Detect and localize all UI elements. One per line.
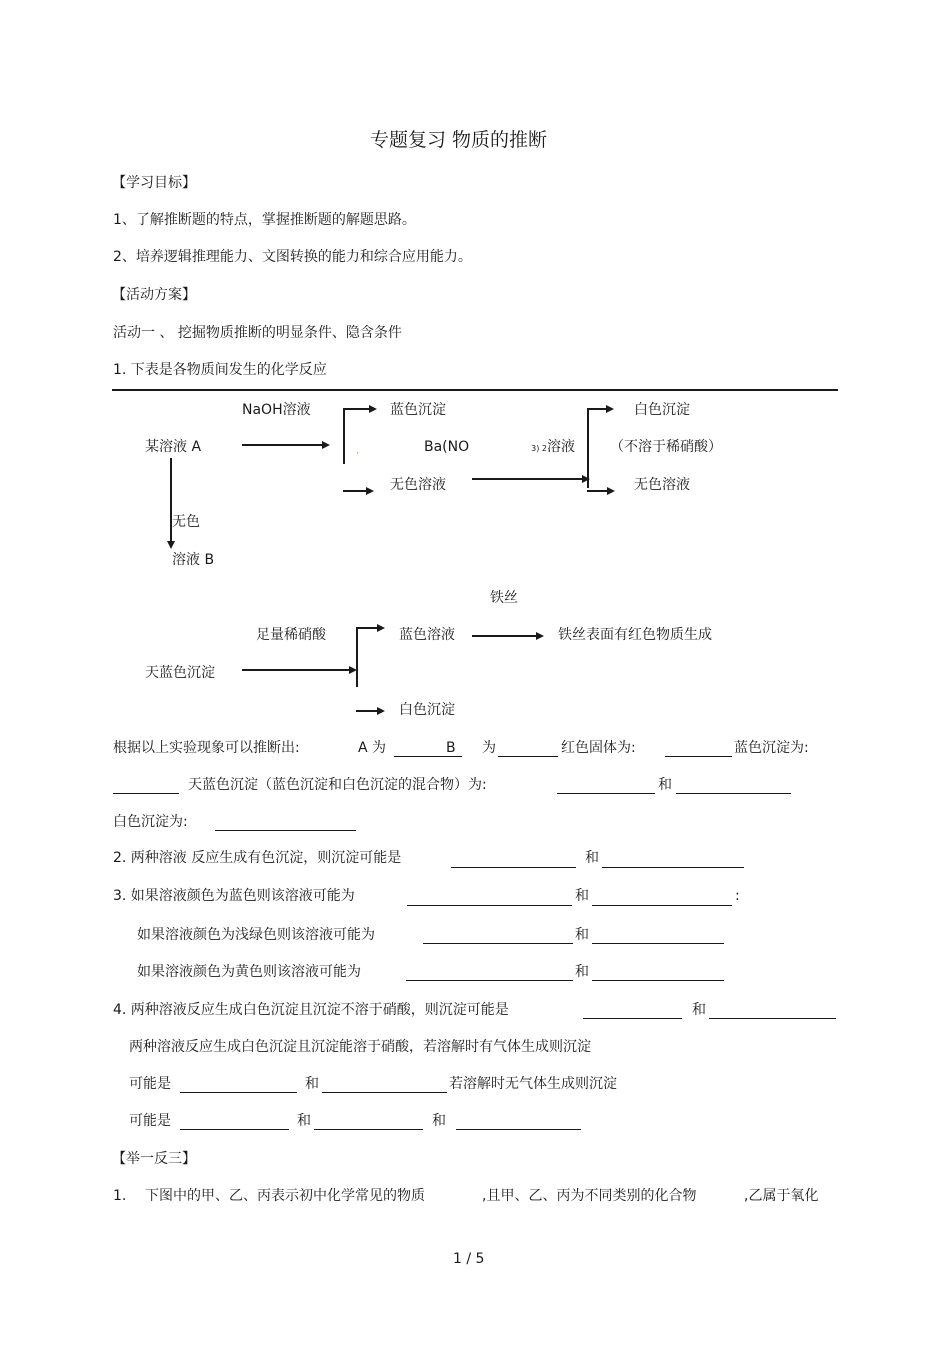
arrow-to-blue-ppt xyxy=(343,408,370,410)
arrow-to-colorless-2 xyxy=(587,490,608,492)
label-insoluble-in-nitric: （不溶于稀硝酸） xyxy=(610,439,722,455)
branch-vertical-3 xyxy=(356,627,358,687)
blank-q4-7[interactable] xyxy=(456,1129,581,1130)
arrow-to-blue-solution xyxy=(356,627,378,629)
blank-q4-6[interactable] xyxy=(314,1129,423,1130)
arrow-a-to-branch xyxy=(242,444,322,446)
label-sky-blue-mixture: 天蓝色沉淀（蓝色沉淀和白色沉淀的混合物）为: xyxy=(188,777,487,793)
label-q3-yellow-and: 和 xyxy=(575,964,589,980)
blank-q3-green-1[interactable] xyxy=(423,943,573,944)
section-heading-plan: 【活动方案】 xyxy=(112,287,196,303)
arrowhead xyxy=(607,487,615,495)
activity-1-heading: 活动一 、 挖掘物质推断的明显条件、隐含条件 xyxy=(113,325,402,341)
practice-1-part-a: 下图中的甲、乙、丙表示初中化学常见的物质 xyxy=(145,1188,425,1204)
question-3-blue: 3. 如果溶液颜色为蓝色则该溶液可能为 xyxy=(113,888,355,904)
arrowhead xyxy=(366,487,374,495)
blank-q4-5[interactable] xyxy=(180,1129,289,1130)
arrow-blue-to-iron xyxy=(472,635,536,637)
label-q2-and: 和 xyxy=(585,850,599,866)
label-blue-solution: 蓝色溶液 xyxy=(399,627,455,643)
label-naoh-solution: NaOH溶液 xyxy=(242,402,311,418)
label-colorless-solution-2: 无色溶液 xyxy=(634,477,690,493)
label-colorless: 无色 xyxy=(172,514,200,530)
goal-item-2: 2、培养逻辑推理能力、文图转换的能力和综合应用能力。 xyxy=(113,249,472,265)
label-dilute-nitric-acid: 足量稀硝酸 xyxy=(256,627,326,643)
blank-q2-2[interactable] xyxy=(602,867,744,868)
label-q4-maybe-2: 可能是 xyxy=(129,1113,171,1129)
question-3-green: 如果溶液颜色为浅绿色则该溶液可能为 xyxy=(137,927,375,943)
blank-b-left xyxy=(446,756,462,757)
blank-q3-yellow-2[interactable] xyxy=(592,980,724,981)
label-blue-precipitate: 蓝色沉淀 xyxy=(390,402,446,418)
arrow-to-white-ppt-2 xyxy=(356,710,378,712)
blank-q3-yellow-1[interactable] xyxy=(406,980,573,981)
blank-mixture-2[interactable] xyxy=(676,793,791,794)
arrow-colorless-to-branch xyxy=(472,478,582,480)
arrowhead xyxy=(377,707,385,715)
blank-white-ppt[interactable] xyxy=(215,830,356,831)
label-q4-and-1: 和 xyxy=(692,1002,706,1018)
section-heading-goals: 【学习目标】 xyxy=(112,175,196,191)
practice-1-number: 1. xyxy=(113,1188,127,1204)
blank-a[interactable] xyxy=(394,756,446,757)
page-title: 专题复习 物质的推断 xyxy=(370,129,548,151)
label-red-solid: 红色固体为: xyxy=(561,740,636,756)
blank-q2-1[interactable] xyxy=(451,867,576,868)
label-q4-no-gas: 若溶解时无气体生成则沉淀 xyxy=(449,1076,617,1092)
label-q3-colon: : xyxy=(735,888,740,904)
label-q3-green-and: 和 xyxy=(575,927,589,943)
label-q3-blue-and: 和 xyxy=(575,888,589,904)
label-white-ppt-is: 白色沉淀为: xyxy=(113,814,188,830)
label-ba-nitrate: Ba(NO 3) 2溶液 xyxy=(424,439,575,455)
label-iron-red-coating: 铁丝表面有红色物质生成 xyxy=(558,627,712,643)
arrowhead xyxy=(377,624,385,632)
label-b: B xyxy=(446,740,456,756)
label-solution-a: 某溶液 A xyxy=(145,439,202,455)
label-iron-wire: 铁丝 xyxy=(490,590,518,606)
blank-q4-1[interactable] xyxy=(583,1018,682,1019)
question-4-line-1: 4. 两种溶液反应生成白色沉淀且沉淀不溶于硝酸，则沉淀可能是 xyxy=(113,1002,509,1018)
label-white-precipitate: 白色沉淀 xyxy=(634,402,690,418)
branch-vertical-1 xyxy=(343,408,345,464)
question-3-yellow: 如果溶液颜色为黄色则该溶液可能为 xyxy=(137,964,361,980)
practice-1-part-c: ,乙属于氧化 xyxy=(744,1188,819,1204)
label-q4-and-3: 和 xyxy=(297,1113,311,1129)
label-q4-and-2: 和 xyxy=(305,1076,319,1092)
arrowhead xyxy=(606,405,614,413)
label-q4-maybe-1: 可能是 xyxy=(129,1076,171,1092)
arrowhead xyxy=(582,475,590,483)
question-1-intro: 1. 下表是各物质间发生的化学反应 xyxy=(113,362,327,378)
arrowhead xyxy=(349,666,357,674)
section-heading-practice: 【举一反三】 xyxy=(112,1151,196,1167)
inference-lead: 根据以上实验现象可以推断出: xyxy=(113,740,300,756)
blank-q3-blue-1[interactable] xyxy=(407,905,572,906)
divider-line xyxy=(112,389,838,391)
blank-red-solid[interactable] xyxy=(665,756,732,757)
arrow-sky-blue-to-branch xyxy=(242,669,349,671)
question-2: 2. 两种溶液 反应生成有色沉淀，则沉淀可能是 xyxy=(113,850,402,866)
blank-q3-green-2[interactable] xyxy=(592,943,724,944)
blank-mixture-1[interactable] xyxy=(557,793,655,794)
label-colorless-solution-1: 无色溶液 xyxy=(390,477,446,493)
label-sky-blue-precipitate: 天蓝色沉淀 xyxy=(145,665,215,681)
blank-q3-blue-2[interactable] xyxy=(592,905,732,906)
label-a-is: A 为 xyxy=(358,740,387,756)
arrowhead-down xyxy=(167,541,175,549)
blank-q4-4[interactable] xyxy=(322,1092,447,1093)
blank-blue-ppt[interactable] xyxy=(113,793,179,794)
goal-item-1: 1、了解推断题的特点，掌握推断题的解题思路。 xyxy=(113,212,416,228)
arrowhead xyxy=(536,632,544,640)
blank-q4-3[interactable] xyxy=(180,1092,297,1093)
blank-b[interactable] xyxy=(498,756,558,757)
blank-q4-2[interactable] xyxy=(709,1018,836,1019)
practice-1-part-b: ,且甲、乙、丙为不同类别的化合物 xyxy=(482,1188,697,1204)
label-b-is: 为 xyxy=(482,740,496,756)
question-4-line-2: 两种溶液反应生成白色沉淀且沉淀能溶于硝酸，若溶解时有气体生成则沉淀 xyxy=(129,1039,591,1055)
arrowhead xyxy=(369,405,377,413)
label-white-precipitate-2: 白色沉淀 xyxy=(399,702,455,718)
label-q4-and-4: 和 xyxy=(432,1113,446,1129)
label-blue-ppt-is: 蓝色沉淀为: xyxy=(734,740,809,756)
label-and: 和 xyxy=(658,777,672,793)
arrow-to-white-ppt xyxy=(587,408,607,410)
arrowhead xyxy=(322,441,330,449)
label-solution-b: 溶液 B xyxy=(172,552,215,568)
branch-vertical-2 xyxy=(587,408,589,488)
page-number: 1 / 5 xyxy=(453,1251,485,1267)
arrow-to-colorless-1 xyxy=(343,490,367,492)
stray-mark: , xyxy=(356,446,359,456)
